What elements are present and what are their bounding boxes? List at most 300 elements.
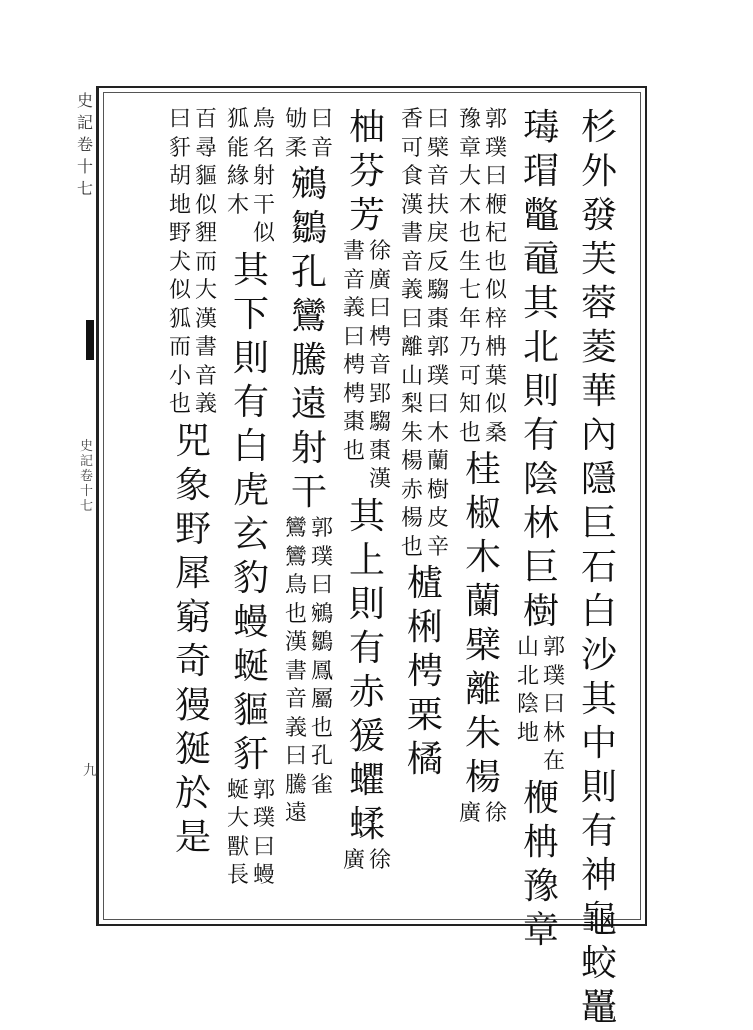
main-char: 鸞 xyxy=(290,296,327,337)
margin-char: 卷 xyxy=(76,135,93,154)
main-char: 沙 xyxy=(580,635,617,676)
commentary-char: 皮 xyxy=(426,506,449,531)
commentary-char: 也 xyxy=(168,392,191,417)
main-char: 離 xyxy=(464,669,501,710)
commentary-char: 小 xyxy=(168,363,191,389)
main-char: 中 xyxy=(580,723,617,764)
text-column-8 xyxy=(168,106,217,860)
main-char: 楩 xyxy=(522,777,559,819)
commentary-char: 可 xyxy=(458,363,481,389)
commentary-char: 音 xyxy=(342,267,365,293)
main-char: 桂 xyxy=(464,449,501,490)
commentary-pair xyxy=(283,515,335,829)
margin-label-char: 史 xyxy=(80,439,94,454)
main-char: 犀 xyxy=(174,552,211,594)
commentary-char: 郢 xyxy=(368,381,391,407)
margin-char: 史 xyxy=(76,91,93,110)
commentary-char: 年 xyxy=(458,306,481,332)
commentary-char: 孔 xyxy=(310,744,333,769)
commentary-char: 木 xyxy=(458,192,481,218)
main-char: 虎 xyxy=(232,469,269,511)
commentary-char: 棗 xyxy=(426,306,449,332)
commentary-char: 似 xyxy=(168,278,191,303)
commentary-line-left xyxy=(457,106,483,448)
commentary-char: 大 xyxy=(194,278,217,303)
commentary-char: 璞 xyxy=(252,806,275,831)
commentary-char: 乃 xyxy=(458,335,481,360)
commentary-char: 曰 xyxy=(342,324,365,350)
commentary-line-left xyxy=(167,106,193,420)
main-char: 梬 xyxy=(406,651,443,692)
commentary-char: 似 xyxy=(194,192,217,218)
commentary-char: 似 xyxy=(484,392,507,417)
text-column-4 xyxy=(400,106,449,782)
commentary-pair xyxy=(167,106,219,420)
commentary-char: 郭 xyxy=(310,516,333,541)
commentary-char: 桑 xyxy=(484,420,507,446)
main-char: 象 xyxy=(174,464,211,506)
commentary-char: 鳥 xyxy=(284,573,307,598)
margin-char: 記 xyxy=(76,113,93,132)
main-char: 瑇 xyxy=(522,107,559,148)
main-char: 楊 xyxy=(464,757,501,798)
commentary-char: 杞 xyxy=(484,221,507,246)
commentary-pair xyxy=(399,106,451,562)
commentary-char: 書 xyxy=(342,239,365,264)
main-text-run xyxy=(579,106,619,1030)
main-char: 是 xyxy=(174,816,211,858)
main-char: 華 xyxy=(580,371,617,412)
margin-label-char: 卷 xyxy=(80,469,94,484)
commentary-line-left xyxy=(225,106,251,249)
commentary-char: 曰 xyxy=(310,107,333,132)
commentary-char: 曰 xyxy=(426,392,449,417)
main-char: 則 xyxy=(232,337,269,379)
main-char: 神 xyxy=(580,855,617,896)
text-column-3 xyxy=(458,106,507,829)
commentary-pair xyxy=(457,106,509,448)
commentary-char: 而 xyxy=(168,335,191,360)
margin-label-char: 記 xyxy=(80,454,94,469)
commentary-char: 郭 xyxy=(484,107,507,132)
main-text-run xyxy=(231,249,271,777)
main-char: 石 xyxy=(580,547,617,588)
commentary-char: 蟃 xyxy=(252,863,275,888)
text-column-5 xyxy=(342,106,391,875)
commentary-pair xyxy=(457,800,509,829)
margin-title xyxy=(74,90,96,200)
commentary-char: 戾 xyxy=(426,221,449,246)
main-char: 龜 xyxy=(580,899,617,940)
text-column-2 xyxy=(516,106,565,953)
main-char: 有 xyxy=(580,811,617,852)
main-char: 則 xyxy=(580,767,617,808)
commentary-char: 林 xyxy=(542,720,565,746)
margin-label-char: 十 xyxy=(80,484,94,499)
main-char: 蜒 xyxy=(232,645,269,687)
commentary-line-right xyxy=(367,238,393,495)
commentary-char: 劬 xyxy=(284,107,307,132)
main-char: 孔 xyxy=(290,252,327,293)
commentary-char: 豻 xyxy=(168,135,191,161)
commentary-char: 楩 xyxy=(484,192,507,218)
commentary-char: 義 xyxy=(400,278,423,303)
main-char: 貙 xyxy=(232,689,269,731)
commentary-char: 朱 xyxy=(400,420,423,446)
commentary-char: 獸 xyxy=(226,834,249,860)
commentary-char: 也 xyxy=(284,601,307,627)
main-text-run xyxy=(405,562,445,782)
main-char: 內 xyxy=(580,415,617,456)
commentary-char: 屬 xyxy=(310,687,333,712)
commentary-char: 似 xyxy=(252,221,275,246)
commentary-line-left xyxy=(457,800,483,829)
text-column-1 xyxy=(577,106,621,1030)
commentary-pair xyxy=(341,847,393,876)
commentary-char: 徐 xyxy=(368,239,391,264)
commentary-char: 璞 xyxy=(426,363,449,389)
commentary-char: 北 xyxy=(516,663,539,689)
commentary-char: 大 xyxy=(226,806,249,831)
main-char: 樹 xyxy=(522,591,559,632)
commentary-char: 胡 xyxy=(168,164,191,189)
fishtail-mark xyxy=(86,320,94,360)
main-char: 干 xyxy=(290,472,327,513)
commentary-char: 扶 xyxy=(426,192,449,218)
commentary-char: 蜒 xyxy=(226,777,249,803)
commentary-char: 鸞 xyxy=(284,544,307,570)
commentary-line-left xyxy=(399,106,425,562)
main-char: 鶵 xyxy=(290,208,327,249)
commentary-char: 七 xyxy=(458,278,481,303)
commentary-char: 書 xyxy=(284,658,307,684)
margin-char: 七 xyxy=(76,179,93,198)
commentary-line-left xyxy=(283,515,309,829)
commentary-char: 廣 xyxy=(342,847,365,873)
margin-label-char: 七 xyxy=(80,499,94,514)
commentary-line-right xyxy=(367,847,393,876)
main-char: 有 xyxy=(522,415,559,456)
commentary-char: 鳳 xyxy=(310,658,333,684)
commentary-char: 食 xyxy=(400,164,423,189)
commentary-char: 蘭 xyxy=(426,449,449,474)
commentary-char: 騶 xyxy=(426,278,449,303)
main-char: 獌 xyxy=(174,684,211,726)
main-char: 蓉 xyxy=(580,283,617,324)
commentary-char: 廣 xyxy=(368,267,391,293)
main-char: 外 xyxy=(580,151,617,192)
commentary-char: 山 xyxy=(516,635,539,660)
main-char: 野 xyxy=(174,508,211,550)
commentary-char: 能 xyxy=(226,135,249,161)
main-char: 蛟 xyxy=(580,943,617,984)
commentary-char: 干 xyxy=(252,192,275,218)
commentary-char: 尋 xyxy=(194,135,217,161)
main-char: 豹 xyxy=(232,557,269,599)
commentary-char: 也 xyxy=(484,249,507,275)
main-char: 菱 xyxy=(580,327,617,368)
commentary-char: 梨 xyxy=(400,392,423,417)
commentary-pair xyxy=(225,777,277,891)
main-char: 狿 xyxy=(174,728,211,770)
main-char: 其 xyxy=(522,283,559,324)
commentary-char: 梬 xyxy=(342,381,365,407)
commentary-pair xyxy=(283,106,335,163)
main-char: 射 xyxy=(290,428,327,469)
commentary-char: 也 xyxy=(458,420,481,446)
main-char: 赤 xyxy=(348,671,385,713)
commentary-char: 遠 xyxy=(284,801,307,826)
commentary-char: 楊 xyxy=(400,506,423,531)
main-char: 有 xyxy=(232,381,269,423)
commentary-char: 檗 xyxy=(426,135,449,161)
main-char: 白 xyxy=(580,591,617,632)
commentary-pair xyxy=(341,238,393,495)
main-char: 豻 xyxy=(232,733,269,775)
commentary-char: 辛 xyxy=(426,534,449,560)
commentary-char: 音 xyxy=(194,363,217,389)
commentary-char: 樹 xyxy=(426,477,449,503)
commentary-char: 知 xyxy=(458,392,481,417)
commentary-char: 木 xyxy=(226,192,249,218)
commentary-char: 章 xyxy=(458,135,481,161)
main-text-run xyxy=(463,448,503,800)
main-char: 發 xyxy=(580,195,617,236)
main-char: 檗 xyxy=(464,625,501,666)
commentary-char: 野 xyxy=(168,221,191,246)
commentary-char: 豫 xyxy=(458,107,481,132)
main-char: 奇 xyxy=(174,640,211,682)
commentary-char: 地 xyxy=(516,720,539,746)
main-char: 木 xyxy=(464,537,501,578)
commentary-char: 也 xyxy=(342,438,365,464)
commentary-char: 曰 xyxy=(284,744,307,769)
commentary-char: 大 xyxy=(458,164,481,189)
commentary-char: 香 xyxy=(400,107,423,132)
commentary-char: 義 xyxy=(284,715,307,741)
commentary-char: 音 xyxy=(368,353,391,378)
main-char: 上 xyxy=(348,539,385,581)
main-char: 鼈 xyxy=(522,195,559,236)
commentary-char: 曰 xyxy=(310,573,333,598)
main-char: 黿 xyxy=(522,239,559,280)
commentary-char: 書 xyxy=(194,335,217,360)
main-char: 鼉 xyxy=(580,987,617,1028)
main-char: 柚 xyxy=(348,107,385,148)
main-text-run xyxy=(289,163,329,515)
commentary-pair xyxy=(515,634,567,777)
text-column-7 xyxy=(226,106,275,891)
main-char: 林 xyxy=(522,503,559,544)
commentary-char: 漢 xyxy=(368,467,391,492)
commentary-line-left xyxy=(225,777,251,891)
commentary-char: 郭 xyxy=(542,635,565,660)
commentary-line-left xyxy=(341,238,367,495)
commentary-char: 徐 xyxy=(484,801,507,826)
commentary-line-right xyxy=(541,634,567,777)
commentary-char: 百 xyxy=(194,107,217,132)
commentary-char: 曰 xyxy=(168,107,191,132)
main-char: 下 xyxy=(232,293,269,335)
main-char: 瑁 xyxy=(522,151,559,192)
main-char: 其 xyxy=(348,495,385,537)
main-char: 梸 xyxy=(406,607,443,648)
main-char: 窮 xyxy=(174,596,211,638)
commentary-char: 地 xyxy=(168,192,191,218)
commentary-char: 長 xyxy=(226,863,249,888)
commentary-line-right xyxy=(309,515,335,829)
commentary-char: 赤 xyxy=(400,477,423,503)
commentary-line-right xyxy=(425,106,451,562)
commentary-char: 生 xyxy=(458,249,481,275)
main-char: 北 xyxy=(522,327,559,368)
commentary-pair xyxy=(225,106,277,249)
main-char: 橘 xyxy=(406,739,443,780)
main-char: 蠷 xyxy=(348,759,385,801)
main-char: 有 xyxy=(348,627,385,669)
commentary-line-right xyxy=(483,800,509,829)
commentary-char: 曰 xyxy=(400,306,423,332)
main-text-run xyxy=(347,106,387,238)
commentary-char: 射 xyxy=(252,164,275,189)
main-char: 樝 xyxy=(406,563,443,604)
commentary-char: 曰 xyxy=(426,107,449,132)
commentary-char: 棗 xyxy=(368,438,391,464)
main-char: 芳 xyxy=(348,195,385,236)
commentary-char: 木 xyxy=(426,420,449,446)
commentary-char: 鶵 xyxy=(310,630,333,655)
commentary-char: 鵷 xyxy=(310,601,333,627)
commentary-char: 也 xyxy=(400,534,423,560)
commentary-line-right xyxy=(483,106,509,448)
commentary-line-left xyxy=(283,106,309,163)
commentary-char: 反 xyxy=(426,249,449,275)
commentary-char: 似 xyxy=(484,278,507,303)
main-char: 蟃 xyxy=(232,601,269,643)
main-char: 於 xyxy=(174,772,211,814)
main-char: 蝚 xyxy=(348,803,385,845)
main-char: 杉 xyxy=(580,107,617,148)
commentary-char: 可 xyxy=(400,135,423,161)
main-char: 猨 xyxy=(348,715,385,757)
main-text-run xyxy=(521,106,561,634)
commentary-char: 貍 xyxy=(194,221,217,246)
main-char: 朱 xyxy=(464,713,501,754)
commentary-char: 雀 xyxy=(310,772,333,798)
commentary-char: 義 xyxy=(342,296,365,321)
main-char: 遠 xyxy=(290,384,327,425)
main-char: 巨 xyxy=(522,547,559,588)
commentary-char: 廣 xyxy=(458,801,481,826)
main-char: 柟 xyxy=(522,821,559,863)
commentary-char: 漢 xyxy=(284,630,307,655)
main-char: 栗 xyxy=(406,695,443,736)
main-char: 白 xyxy=(232,425,269,467)
main-char: 蘭 xyxy=(464,581,501,622)
commentary-char: 柟 xyxy=(484,335,507,360)
commentary-char: 犬 xyxy=(168,249,191,275)
main-char: 則 xyxy=(522,371,559,412)
commentary-char: 在 xyxy=(542,749,565,774)
commentary-char: 漢 xyxy=(194,306,217,332)
commentary-char: 騶 xyxy=(368,410,391,435)
commentary-char: 義 xyxy=(194,392,217,417)
commentary-line-right xyxy=(193,106,219,420)
text-column-6 xyxy=(284,106,333,829)
main-char: 騰 xyxy=(290,340,327,381)
commentary-char: 也 xyxy=(310,715,333,741)
commentary-char: 徐 xyxy=(368,847,391,873)
commentary-char: 騰 xyxy=(284,772,307,798)
commentary-char: 狐 xyxy=(168,306,191,332)
margin-char: 十 xyxy=(76,157,93,176)
page-number: 九 xyxy=(83,763,97,779)
commentary-line-right xyxy=(309,106,335,163)
commentary-char: 音 xyxy=(284,687,307,712)
commentary-char: 曰 xyxy=(252,834,275,860)
main-char: 豫 xyxy=(522,865,559,907)
commentary-char: 鳥 xyxy=(252,107,275,132)
commentary-char: 漢 xyxy=(400,192,423,218)
main-char: 巨 xyxy=(580,503,617,544)
commentary-char: 璞 xyxy=(310,544,333,570)
main-char: 芙 xyxy=(580,239,617,280)
commentary-char: 而 xyxy=(194,249,217,275)
commentary-char: 郭 xyxy=(252,777,275,803)
commentary-char: 梓 xyxy=(484,306,507,332)
main-char: 章 xyxy=(522,909,559,951)
main-char: 芬 xyxy=(348,151,385,192)
main-text-run xyxy=(521,777,561,953)
commentary-char: 書 xyxy=(400,221,423,246)
commentary-char: 也 xyxy=(458,221,481,246)
commentary-char: 山 xyxy=(400,363,423,389)
commentary-line-right xyxy=(251,106,277,249)
main-text-run xyxy=(173,420,213,860)
commentary-char: 緣 xyxy=(226,164,249,189)
commentary-char: 鸞 xyxy=(284,516,307,541)
main-text-run xyxy=(347,495,387,847)
commentary-char: 璞 xyxy=(484,135,507,161)
commentary-char: 曰 xyxy=(368,296,391,321)
commentary-char: 郭 xyxy=(426,335,449,360)
commentary-line-left xyxy=(341,847,367,876)
commentary-char: 梬 xyxy=(368,324,391,350)
main-char: 玄 xyxy=(232,513,269,555)
commentary-char: 音 xyxy=(310,135,333,161)
commentary-char: 音 xyxy=(426,164,449,189)
main-char: 兕 xyxy=(174,420,211,462)
main-char: 其 xyxy=(232,249,269,291)
commentary-char: 楊 xyxy=(400,449,423,474)
main-char: 則 xyxy=(348,583,385,625)
commentary-char: 梬 xyxy=(342,353,365,378)
margin-side-label xyxy=(80,440,93,515)
commentary-char: 棗 xyxy=(342,410,365,435)
commentary-char: 名 xyxy=(252,135,275,161)
commentary-line-left xyxy=(515,634,541,777)
commentary-char: 柔 xyxy=(284,135,307,161)
commentary-char: 曰 xyxy=(542,692,565,717)
main-char: 隱 xyxy=(580,459,617,500)
commentary-char: 陰 xyxy=(516,692,539,717)
commentary-char: 貙 xyxy=(194,164,217,189)
main-char: 鵷 xyxy=(290,164,327,205)
commentary-char: 音 xyxy=(400,249,423,275)
commentary-char: 離 xyxy=(400,335,423,360)
commentary-line-right xyxy=(251,777,277,891)
main-char: 陰 xyxy=(522,459,559,500)
